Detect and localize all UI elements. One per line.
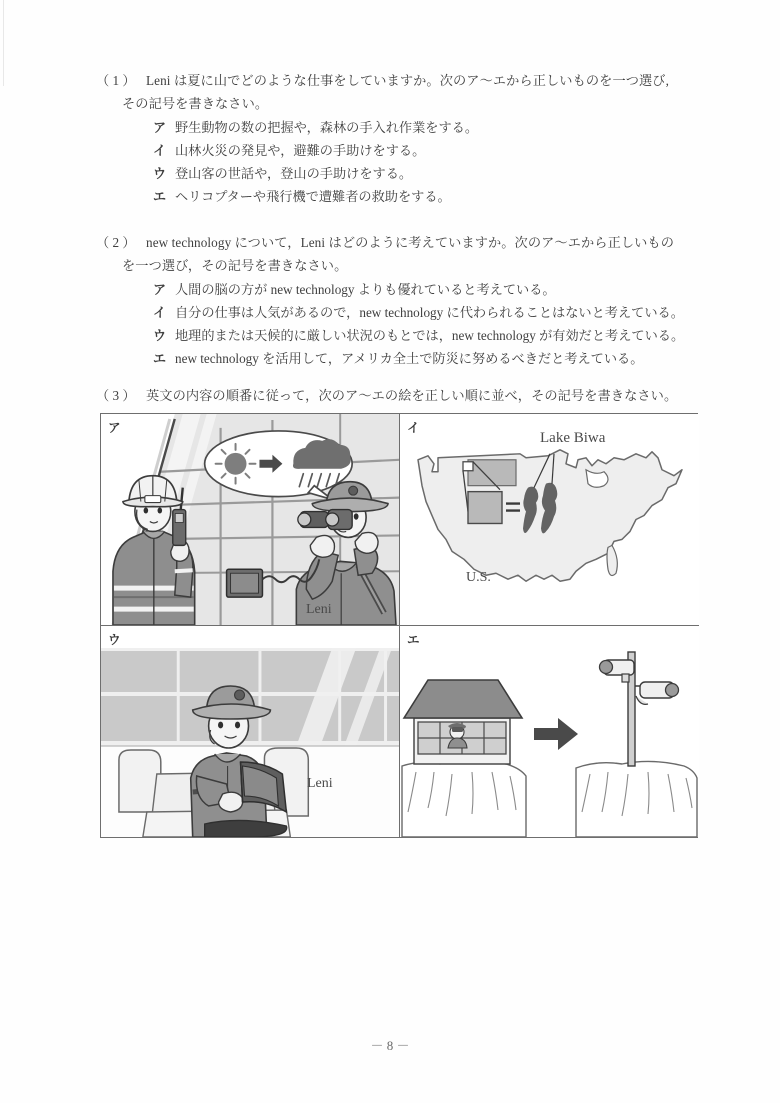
question-1-choice-a-text[interactable]: 野生動物の数の把握や，森林の手入れ作業をする。 bbox=[175, 120, 479, 135]
question-1-choice-a-mark[interactable]: ア bbox=[153, 121, 167, 136]
question-2-line-1: new technology について，Leni はどのように考えていますか。次のア〜エから正しいもの bbox=[146, 235, 675, 250]
question-1-choice-c-text[interactable]: 登山客の世話や，登山の手助けをする。 bbox=[175, 166, 413, 181]
question-2-choice-b-text[interactable]: 自分の仕事は人気があるので，new technology に代わられることはないと考えている。 bbox=[175, 305, 684, 320]
panel-c-illustration bbox=[101, 626, 399, 837]
panel-c[interactable] bbox=[101, 626, 400, 837]
panel-b-lake-biwa-label: Lake Biwa bbox=[540, 430, 606, 446]
question-3-line-1: 英文の内容の順番に従って，次のア〜エの絵を正しい順に並べ，その記号を書きなさい。 bbox=[146, 388, 678, 403]
picture-grid bbox=[100, 413, 698, 838]
panel-d[interactable] bbox=[400, 626, 699, 837]
panel-d-label: エ bbox=[407, 632, 420, 647]
panel-b[interactable] bbox=[400, 414, 699, 626]
question-1-choice-d-text[interactable]: ヘリコプターや飛行機で遭難者の救助をする。 bbox=[175, 189, 451, 204]
page-number: － 8 － bbox=[370, 1038, 410, 1053]
panel-a[interactable] bbox=[101, 414, 400, 626]
question-1-choice-c-mark[interactable]: ウ bbox=[153, 167, 167, 182]
panel-b-label: イ bbox=[407, 420, 420, 435]
scan-edge-artifact bbox=[3, 0, 4, 86]
question-2-choice-a-text[interactable]: 人間の脳の方が new technology よりも優れていると考えている。 bbox=[175, 282, 556, 297]
panel-a-label: ア bbox=[108, 420, 121, 435]
panel-a-illustration bbox=[101, 414, 399, 625]
question-3-number: （ 3 ） bbox=[96, 388, 136, 403]
question-1-choice-b-text[interactable]: 山林火災の発見や，避難の手助けをする。 bbox=[175, 143, 426, 158]
panel-c-label: ウ bbox=[108, 632, 121, 647]
question-2-choice-c-mark[interactable]: ウ bbox=[153, 329, 167, 344]
question-1-number: （ 1 ） bbox=[96, 73, 136, 88]
question-1-line-1: Leni は夏に山でどのような仕事をしていますか。次のア〜エから正しいものを一つ選び, bbox=[146, 73, 669, 88]
question-2-choice-d-text[interactable]: new technology を活用して，アメリカ全土で防災に努めるべきだと考えている。 bbox=[175, 351, 644, 366]
question-2-choice-d-mark[interactable]: エ bbox=[153, 352, 167, 367]
question-2-number: （ 2 ） bbox=[96, 235, 136, 250]
panel-d-illustration bbox=[400, 626, 699, 837]
panel-c-leni-caption: Leni bbox=[307, 776, 333, 791]
question-2-choice-c-text[interactable]: 地理的または天候的に厳しい状況のもとでは，new technology が有効だと考えている。 bbox=[175, 328, 685, 343]
question-1-choice-b-mark[interactable]: イ bbox=[153, 144, 167, 159]
question-1-line-2: その記号を書きなさい。 bbox=[122, 96, 269, 111]
panel-b-us-label: U.S. bbox=[466, 570, 491, 585]
question-1-choice-d-mark[interactable]: エ bbox=[153, 190, 167, 205]
question-2-choice-b-mark[interactable]: イ bbox=[153, 306, 167, 321]
panel-a-leni-caption: Leni bbox=[306, 602, 332, 617]
question-2-line-2: を一つ選び，その記号を書きなさい。 bbox=[122, 258, 348, 273]
question-2-choice-a-mark[interactable]: ア bbox=[153, 283, 167, 298]
